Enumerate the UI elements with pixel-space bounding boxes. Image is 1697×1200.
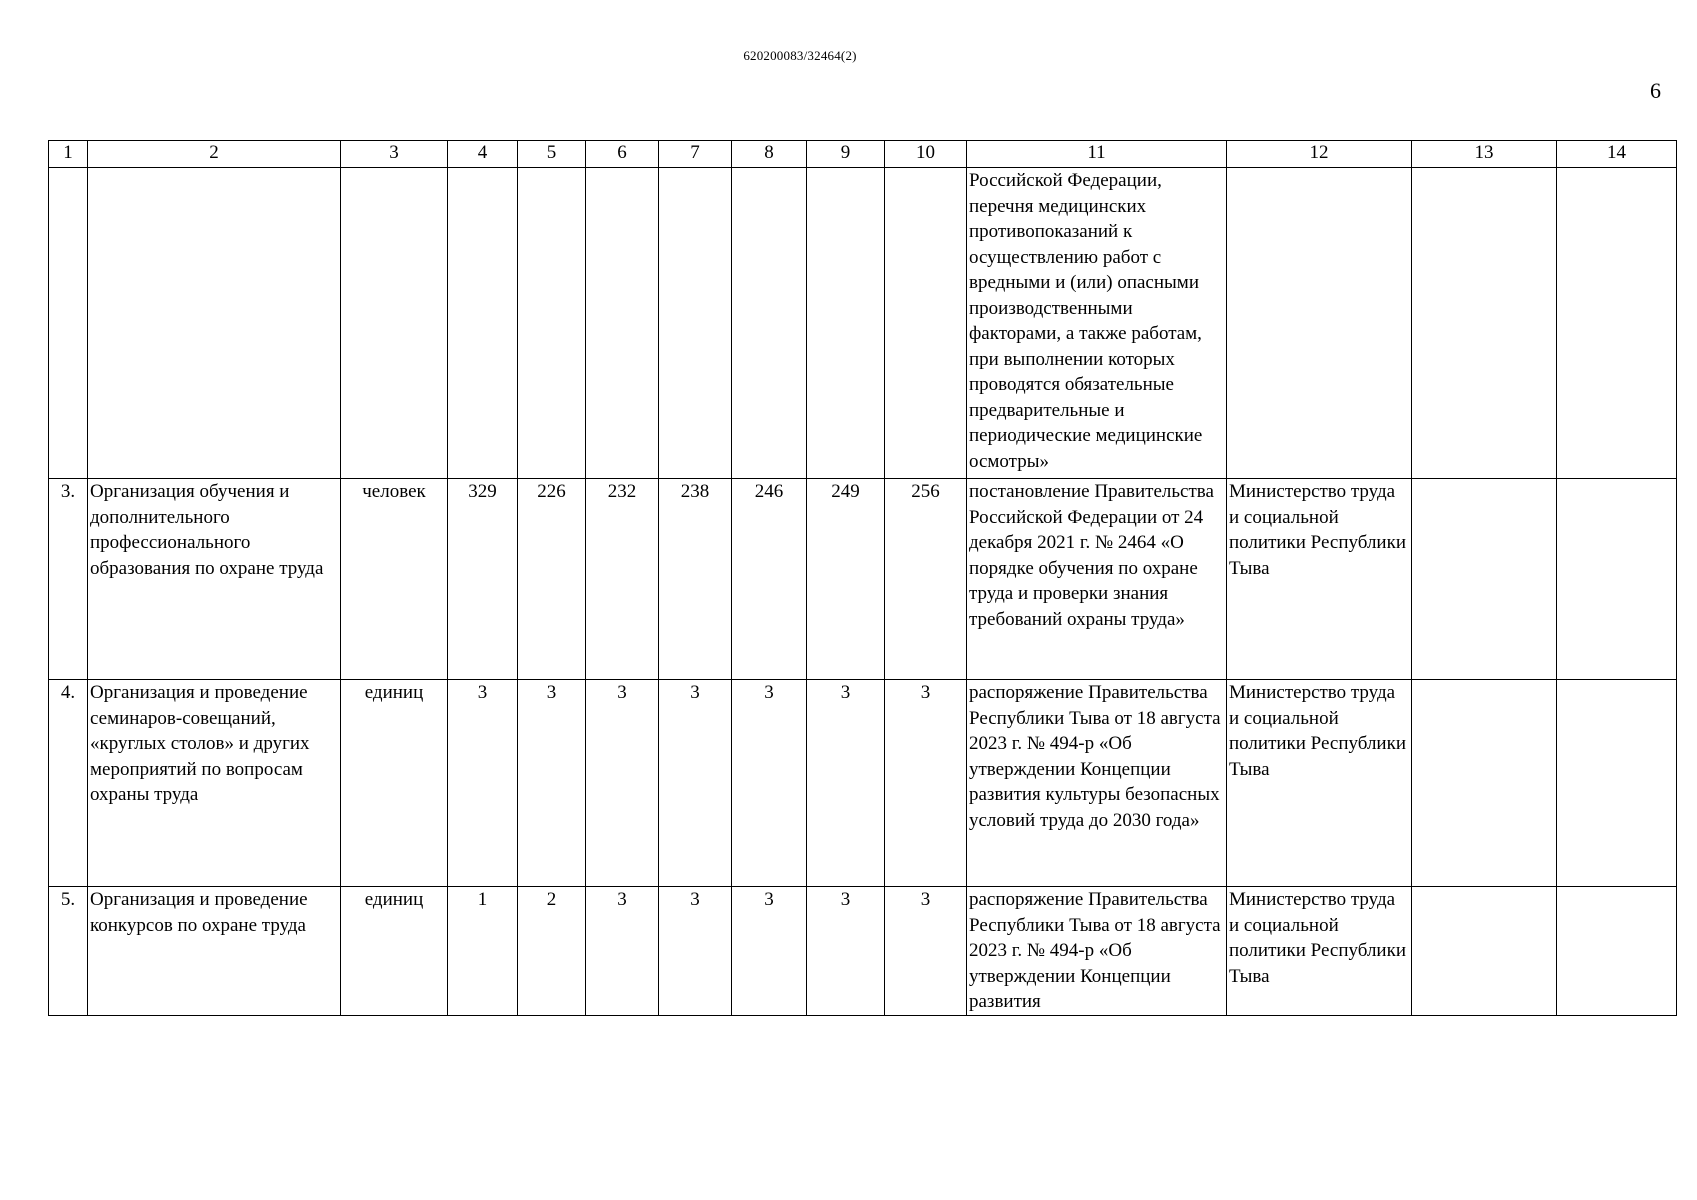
value-cell: 238 bbox=[659, 479, 732, 680]
activity-cell: Организация и проведение семинаров-совещаний, «круглых столов» и других мероприятий по вопросам охраны труда bbox=[88, 680, 341, 887]
legal-basis-cell: распоряжение Правительства Республики Тыва от 18 августа 2023 г. № 494-р «Об утверждении Концепции развития культуры безопасных условий труда до 2030 года» bbox=[967, 680, 1227, 887]
value-cell: 3 bbox=[732, 887, 807, 1016]
empty-cell bbox=[586, 168, 659, 479]
table-row-continuation bbox=[49, 168, 1677, 479]
col13-cell bbox=[1412, 887, 1557, 1016]
empty-cell bbox=[807, 168, 885, 479]
header-cell: 12 bbox=[1227, 141, 1412, 168]
value-cell: 2 bbox=[518, 887, 586, 1016]
header-cell: 14 bbox=[1557, 141, 1677, 168]
header-cell: 13 bbox=[1412, 141, 1557, 168]
header-cell: 7 bbox=[659, 141, 732, 168]
legal-basis-cell: Российской Федерации, перечня медицинских противопоказаний к осуществлению работ с вредными и (или) опасными производственными факторами, а также работам, при выполнении которых проводятся обязательные предварительные и периодические медицинские осмотры» bbox=[967, 168, 1227, 479]
responsible-cell: Министерство труда и социальной политики Республики Тыва bbox=[1227, 680, 1412, 887]
empty-cell bbox=[448, 168, 518, 479]
col14-cell bbox=[1557, 479, 1677, 680]
value-cell: 3 bbox=[448, 680, 518, 887]
activity-cell: Организация и проведение конкурсов по охране труда bbox=[88, 887, 341, 1016]
activity-cell: Организация обучения и дополнительного профессионального образования по охране труда bbox=[88, 479, 341, 680]
table-row bbox=[49, 887, 1677, 1016]
table-row bbox=[49, 479, 1677, 680]
header-cell: 2 bbox=[88, 141, 341, 168]
col14-cell bbox=[1557, 887, 1677, 1016]
activities-table bbox=[48, 140, 1677, 1016]
col13-cell bbox=[1412, 479, 1557, 680]
empty-cell bbox=[885, 168, 967, 479]
value-cell: 3 bbox=[518, 680, 586, 887]
value-cell: 3 bbox=[586, 887, 659, 1016]
row-number: 3. bbox=[49, 479, 88, 680]
responsible-cell: Министерство труда и социальной политики Республики Тыва bbox=[1227, 887, 1412, 1016]
header-cell: 11 bbox=[967, 141, 1227, 168]
value-cell: 256 bbox=[885, 479, 967, 680]
value-cell: 3 bbox=[807, 887, 885, 1016]
unit-cell: единиц bbox=[341, 680, 448, 887]
header-cell: 6 bbox=[586, 141, 659, 168]
value-cell: 246 bbox=[732, 479, 807, 680]
col13-cell bbox=[1412, 680, 1557, 887]
responsible-cell: Министерство труда и социальной политики Республики Тыва bbox=[1227, 479, 1412, 680]
empty-cell bbox=[1557, 168, 1677, 479]
header-cell: 1 bbox=[49, 141, 88, 168]
unit-cell: единиц bbox=[341, 887, 448, 1016]
row-number: 5. bbox=[49, 887, 88, 1016]
value-cell: 3 bbox=[807, 680, 885, 887]
value-cell: 232 bbox=[586, 479, 659, 680]
value-cell: 1 bbox=[448, 887, 518, 1016]
column-number-row bbox=[49, 141, 1677, 168]
empty-cell bbox=[1412, 168, 1557, 479]
header-cell: 3 bbox=[341, 141, 448, 168]
empty-cell bbox=[1227, 168, 1412, 479]
value-cell: 3 bbox=[586, 680, 659, 887]
header-cell: 4 bbox=[448, 141, 518, 168]
table-row bbox=[49, 680, 1677, 887]
unit-cell: человек bbox=[341, 479, 448, 680]
header-cell: 8 bbox=[732, 141, 807, 168]
value-cell: 3 bbox=[659, 680, 732, 887]
legal-basis-cell: распоряжение Правительства Республики Тыва от 18 августа 2023 г. № 494-р «Об утверждении Концепции развития bbox=[967, 887, 1227, 1016]
value-cell: 329 bbox=[448, 479, 518, 680]
value-cell: 3 bbox=[885, 887, 967, 1016]
header-cell: 9 bbox=[807, 141, 885, 168]
empty-cell bbox=[732, 168, 807, 479]
header-cell: 10 bbox=[885, 141, 967, 168]
value-cell: 226 bbox=[518, 479, 586, 680]
value-cell: 3 bbox=[732, 680, 807, 887]
empty-cell bbox=[518, 168, 586, 479]
page-number: 6 bbox=[1650, 78, 1661, 103]
value-cell: 249 bbox=[807, 479, 885, 680]
empty-cell bbox=[659, 168, 732, 479]
value-cell: 3 bbox=[885, 680, 967, 887]
value-cell: 3 bbox=[659, 887, 732, 1016]
legal-basis-cell: постановление Правительства Российской Федерации от 24 декабря 2021 г. № 2464 «О порядке обучения по охране труда и проверки знания требований охраны труда» bbox=[967, 479, 1227, 680]
empty-cell bbox=[49, 168, 88, 479]
header-cell: 5 bbox=[518, 141, 586, 168]
document-id: 620200083/32464(2) bbox=[743, 48, 857, 63]
col14-cell bbox=[1557, 680, 1677, 887]
row-number: 4. bbox=[49, 680, 88, 887]
empty-cell bbox=[88, 168, 341, 479]
empty-cell bbox=[341, 168, 448, 479]
